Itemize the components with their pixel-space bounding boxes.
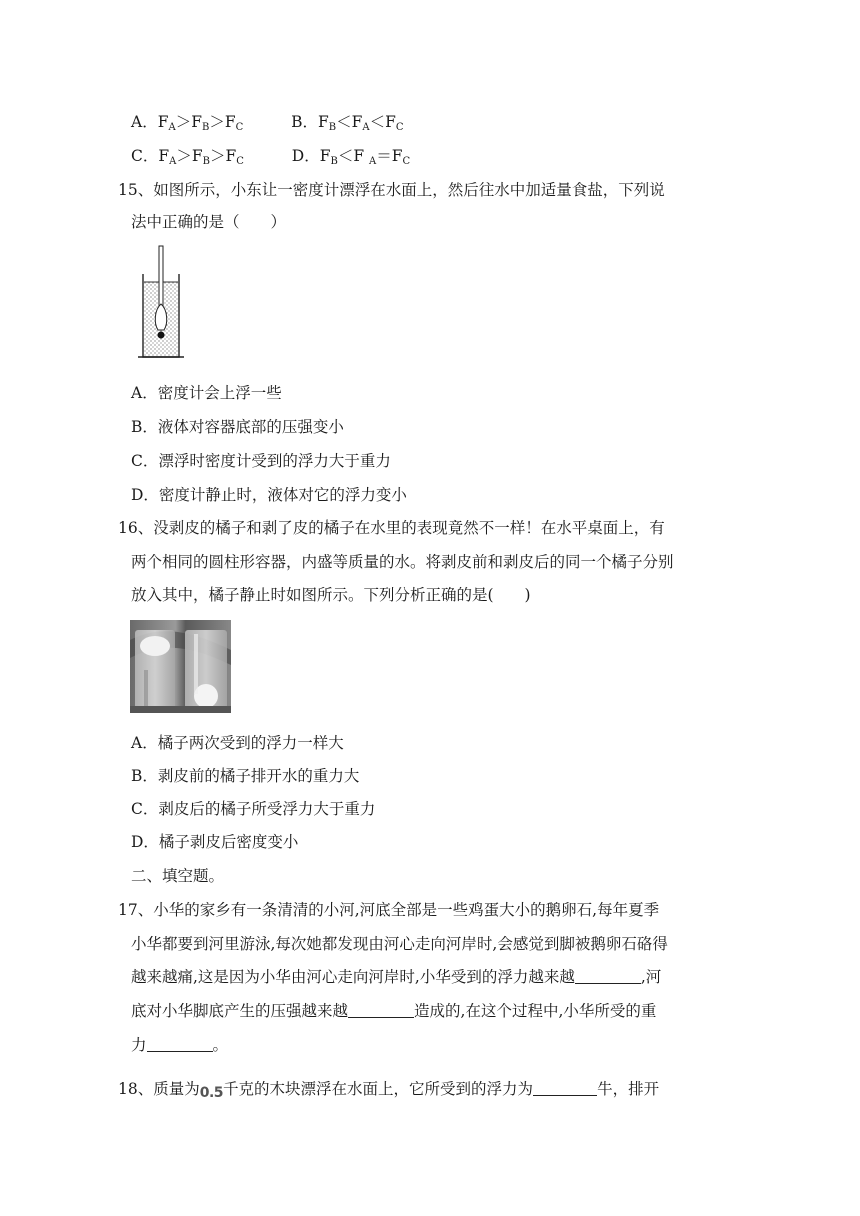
q14-option-row-2 <box>131 146 410 172</box>
q14-option-d: D．$F_B<F$ $_A=F_C$ <box>291 147 411 167</box>
q14-option-c: C．$F_A>F_B>F_C$ <box>131 147 244 167</box>
q14-option-row-1 <box>131 112 404 138</box>
q16-option-c: C．剥皮后的橘子所受浮力大于重力 <box>131 800 376 818</box>
q14-option-a: A．$F_A>F_B>F_C$ <box>131 113 244 133</box>
answer-blank[interactable] <box>348 1002 414 1018</box>
q15-stem-line-2: 法中正确的是（ ） <box>131 213 287 231</box>
q16-stem-line-3: 放入其中，橘子静止时如图所示。下列分析正确的是( ) <box>131 586 531 604</box>
q18-line-1: 18、质量为0.5千克的木块漂浮在水面上，它所受到的浮力为 牛，排开 <box>118 1080 660 1101</box>
q17-line-2: 小华都要到河里游泳,每次她都发现由河心走向河岸时,会感觉到脚被鹅卵石硌得 <box>131 935 668 953</box>
q16-stem-line-2: 两个相同的圆柱形容器，内盛等质量的水。将剥皮前和剥皮后的同一个橘子分别 <box>131 553 674 571</box>
q17-line-4: 底对小华脚底产生的压强越来越 造成的,在这个过程中,小华所受的重 <box>131 1002 657 1020</box>
q15-option-c: C．漂浮时密度计受到的浮力大于重力 <box>131 452 391 470</box>
q17-line-1: 17、小华的家乡有一条清清的小河,河底全部是一些鸡蛋大小的鹅卵石,每年夏季 <box>118 901 660 919</box>
hydrometer-figure <box>134 244 184 370</box>
q14-option-b: B．$F_B<F_A<F_C$ <box>291 113 404 133</box>
section-title-fill-in: 二、填空题。 <box>131 867 225 885</box>
answer-blank[interactable] <box>575 968 641 984</box>
answer-blank[interactable] <box>533 1080 597 1096</box>
q16-stem-line-1: 16、没剥皮的橘子和剥了皮的橘子在水里的表现竟然不一样！在水平桌面上，有 <box>118 519 665 537</box>
q15-option-a: A．密度计会上浮一些 <box>131 384 282 402</box>
q15-option-d: D．密度计静止时，液体对它的浮力变小 <box>131 486 407 504</box>
mass-value: 0.5 <box>199 1085 224 1101</box>
q16-option-a: A．橘子两次受到的浮力一样大 <box>131 734 344 752</box>
q15-stem-line-1: 15、如图所示，小东让一密度计漂浮在水面上，然后往水中加适量食盐，下列说 <box>118 181 665 199</box>
q17-line-3: 越来越痛,这是因为小华由河心走向河岸时,小华受到的浮力越来越 ,河 <box>131 968 662 986</box>
q16-option-d: D．橘子剥皮后密度变小 <box>131 833 299 851</box>
orange-photo <box>130 620 231 713</box>
answer-blank[interactable] <box>147 1036 213 1052</box>
q17-line-5: 力 。 <box>131 1036 229 1054</box>
q16-option-b: B．剥皮前的橘子排开水的重力大 <box>131 767 360 785</box>
q15-option-b: B．液体对容器底部的压强变小 <box>131 418 344 436</box>
